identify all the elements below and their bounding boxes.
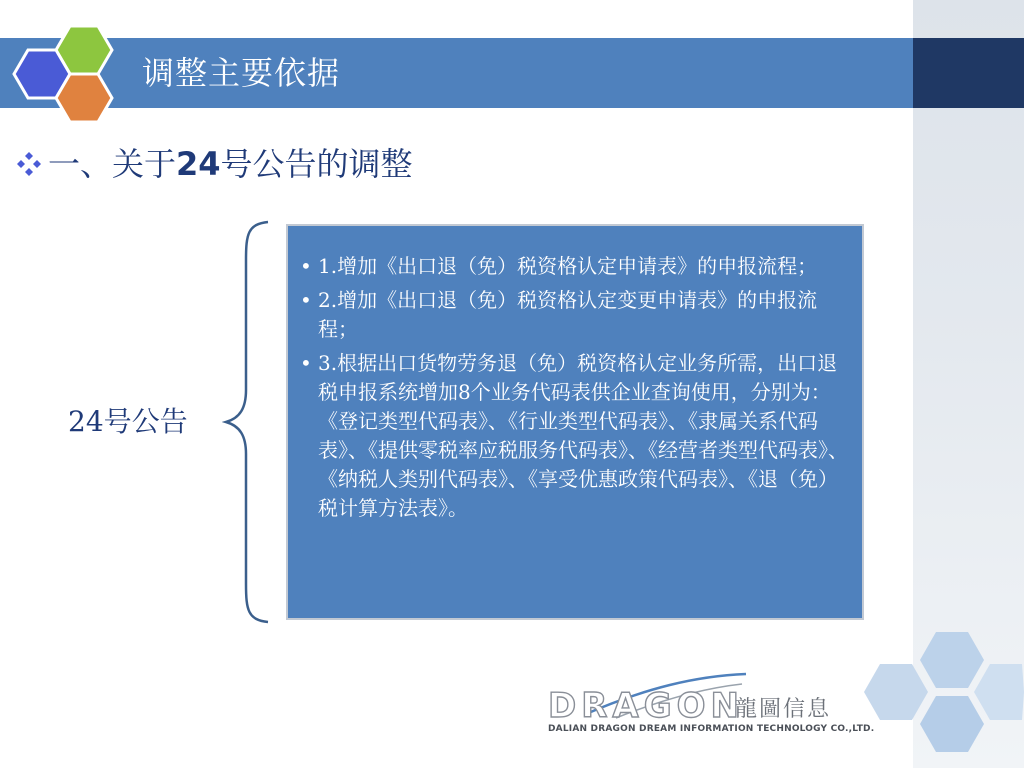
content-box — [286, 224, 864, 620]
notice-label: 24号公告 — [68, 405, 188, 438]
slide-title: 调整主要依据 — [142, 54, 341, 92]
brand-logo-en: DALIAN DRAGON DREAM INFORMATION TECHNOLOGY CO.,LTD. — [548, 724, 875, 734]
brand-logo-word: DRAGON — [548, 686, 744, 726]
brand-logo-cn: 龍圖信息 — [735, 697, 832, 722]
decorative-hexagons-icon — [850, 620, 1024, 768]
heading-prefix: 一、关于 — [48, 145, 177, 183]
heading-number: 24 — [176, 145, 221, 183]
list-item: • 3.根据出口货物劳务退（免）税资格认定业务所需，出口退税申报系统增加8个业务代码表供企业查询使用，分别为：《登记类型代码表》、《行业类型代码表》、《隶属关系代码表》、《提供零税率应税服务代码表》、《经营者类型代码表》、《纳税人类别代码表》、《享受优惠政策代码表》、《退（免）税计算方法表》。 — [296, 349, 848, 523]
content-list — [296, 252, 848, 523]
section-heading — [12, 142, 413, 186]
list-item: • 1.增加《出口退（免）税资格认定申请表》的申报流程； — [296, 252, 848, 281]
title-bar-accent — [913, 38, 1024, 108]
hexagon-cluster-icon — [12, 24, 122, 124]
list-item: • 2.增加《出口退（免）税资格认定变更申请表》的申报流程； — [296, 286, 848, 344]
diamond-bullet-icon — [12, 151, 46, 177]
title-bar — [0, 38, 913, 108]
curly-brace-icon — [222, 220, 272, 624]
heading-suffix: 号公告的调整 — [220, 145, 413, 183]
